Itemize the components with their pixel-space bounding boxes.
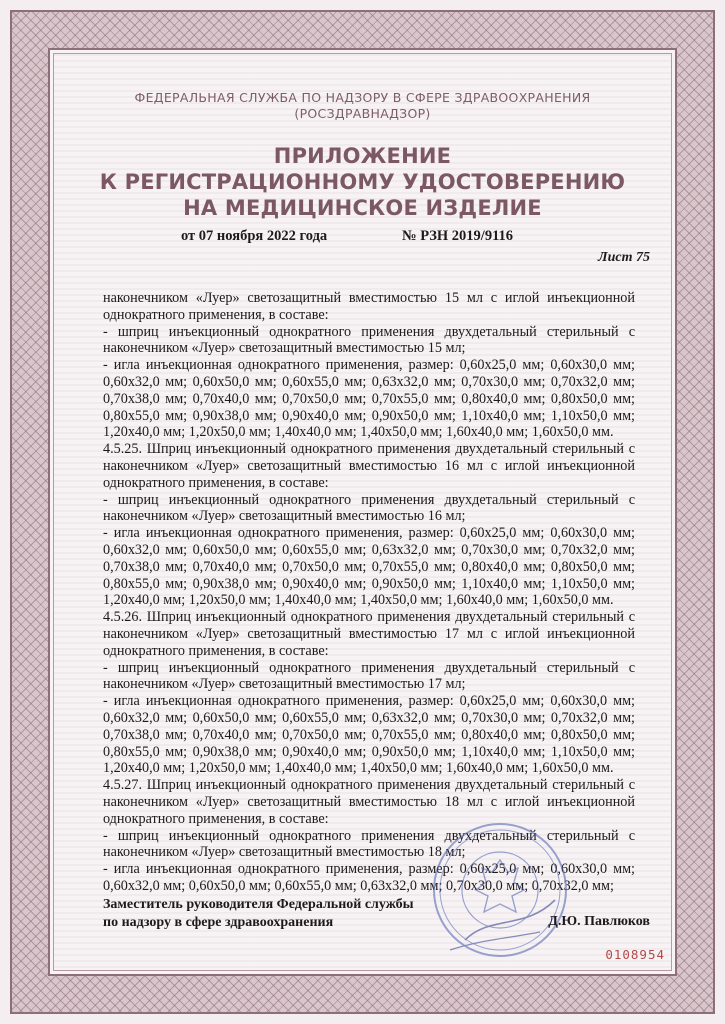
- body-line: 1,20x40,0 мм; 1,20x50,0 мм; 1,40x40,0 мм; 1,40x50,0 мм; 1,60x40,0 мм; 1,60x50,0 мм.: [103, 424, 614, 441]
- body-line: 0,70x38,0 мм; 0,70x40,0 мм; 0,70x50,0 мм; 0,70x55,0 мм; 0,80x40,0 мм; 0,80x50,0 мм;: [103, 726, 635, 743]
- body-line: наконечником «Луер» светозащитный вместимостью 17 мл с иглой инъекционной: [103, 625, 635, 642]
- body-line: однократного применения, в составе:: [103, 810, 329, 827]
- body-line: 0,60x32,0 мм; 0,60x50,0 мм; 0,60x55,0 мм; 0,63x32,0 мм; 0,70x30,0 мм; 0,70x32,0 мм;: [103, 373, 635, 390]
- body-line: - шприц инъекционный однократного применения двухдетальный стерильный с: [103, 323, 635, 340]
- sheet-number: Лист 75: [598, 250, 650, 265]
- body-line: - игла инъекционная однократного применения, размер: 0,60x25,0 мм; 0,60x30,0 мм;: [103, 693, 635, 710]
- signer-name: Д.Ю. Павлюков: [548, 914, 650, 929]
- agency-name: ФЕДЕРАЛЬНАЯ СЛУЖБА ПО НАДЗОРУ В СФЕРЕ ЗДРАВООХРАНЕНИЯ: [134, 90, 591, 105]
- body-line: 0,60x32,0 мм; 0,60x50,0 мм; 0,60x55,0 мм; 0,63x32,0 мм; 0,70x30,0 мм; 0,70x32,0 мм;: [103, 709, 635, 726]
- body-line: 0,60x32,0 мм; 0,60x50,0 мм; 0,60x55,0 мм; 0,63x32,0 мм; 0,70x30,0 мм; 0,70x32,0 мм;: [103, 541, 635, 558]
- body-line: однократного применения, в составе:: [103, 642, 329, 659]
- document-body: [103, 290, 635, 895]
- body-line: наконечником «Луер» светозащитный вместимостью 15 мл с иглой инъекционной: [103, 290, 635, 306]
- body-line: - игла инъекционная однократного применения, размер: 0,60x25,0 мм; 0,60x30,0 мм;: [103, 357, 635, 374]
- body-line: 0,80x55,0 мм; 0,90x38,0 мм; 0,90x40,0 мм; 0,90x50,0 мм; 1,10x40,0 мм; 1,10x50,0 мм;: [103, 743, 635, 760]
- registration-number: № РЗН 2019/9116: [402, 228, 514, 244]
- document-title: ПРИЛОЖЕНИЕ: [273, 144, 452, 168]
- document-subtitle-1: К РЕГИСТРАЦИОННОМУ УДОСТОВЕРЕНИЮ: [99, 170, 626, 194]
- signer-position: [103, 896, 414, 932]
- body-line: наконечником «Луер» светозащитный вместимостью 18 мл с иглой инъекционной: [103, 793, 635, 810]
- body-line: - игла инъекционная однократного применения, размер: 0,60x25,0 мм; 0,60x30,0 мм;: [103, 525, 635, 542]
- body-line: 0,80x55,0 мм; 0,90x38,0 мм; 0,90x40,0 мм; 0,90x50,0 мм; 1,10x40,0 мм; 1,10x50,0 мм;: [103, 407, 635, 424]
- body-line: 0,80x55,0 мм; 0,90x38,0 мм; 0,90x40,0 мм; 0,90x50,0 мм; 1,10x40,0 мм; 1,10x50,0 мм;: [103, 575, 635, 592]
- document-subtitle-2: НА МЕДИЦИНСКОЕ ИЗДЕЛИЕ: [183, 196, 542, 220]
- agency-abbreviation: (РОСЗДРАВНАДЗОР): [294, 106, 431, 121]
- body-line: наконечником «Луер» светозащитный вместимостью 16 мл;: [103, 508, 466, 525]
- body-line: наконечником «Луер» светозащитный вместимостью 17 мл;: [103, 676, 466, 693]
- body-line: - игла инъекционная однократного применения, размер: 0,60x25,0 мм; 0,60x30,0 мм;: [103, 861, 635, 878]
- body-line: 1,20x40,0 мм; 1,20x50,0 мм; 1,40x40,0 мм; 1,40x50,0 мм; 1,60x40,0 мм; 1,60x50,0 мм.: [103, 592, 614, 609]
- body-line: однократного применения, в составе:: [103, 306, 329, 323]
- registration-date: от 07 ноября 2022 года: [181, 228, 328, 244]
- body-line: - шприц инъекционный однократного применения двухдетальный стерильный с: [103, 827, 635, 844]
- body-line: - шприц инъекционный однократного применения двухдетальный стерильный с: [103, 491, 635, 508]
- body-line: 0,70x38,0 мм; 0,70x40,0 мм; 0,70x50,0 мм; 0,70x55,0 мм; 0,80x40,0 мм; 0,80x50,0 мм;: [103, 390, 635, 407]
- body-line: наконечником «Луер» светозащитный вместимостью 16 мл с иглой инъекционной: [103, 457, 635, 474]
- body-line: наконечником «Луер» светозащитный вместимостью 15 мл;: [103, 340, 466, 357]
- body-line: наконечником «Луер» светозащитный вместимостью 18 мл;: [103, 844, 466, 861]
- body-line: - шприц инъекционный однократного применения двухдетальный стерильный с: [103, 659, 635, 676]
- body-line: 4.5.25. Шприц инъекционный однократного применения двухдетальный стерильный с: [103, 441, 635, 458]
- signer-position-line1: Заместитель руководителя Федеральной службы: [103, 897, 414, 912]
- body-line: 0,60x32,0 мм; 0,60x50,0 мм; 0,60x55,0 мм; 0,63x32,0 мм; 0,70x30,0 мм; 0,70x32,0 мм;: [103, 877, 614, 894]
- official-seal: [430, 820, 570, 960]
- body-line: 0,70x38,0 мм; 0,70x40,0 мм; 0,70x50,0 мм; 0,70x55,0 мм; 0,80x40,0 мм; 0,80x50,0 мм;: [103, 558, 635, 575]
- body-line: 4.5.27. Шприц инъекционный однократного применения двухдетальный стерильный с: [103, 777, 635, 794]
- signer-position-line2: по надзору в сфере здравоохранения: [103, 915, 334, 930]
- form-serial-number: 0108954: [605, 947, 665, 962]
- body-line: 4.5.26. Шприц инъекционный однократного применения двухдетальный стерильный с: [103, 609, 635, 626]
- body-line: 1,20x40,0 мм; 1,20x50,0 мм; 1,40x40,0 мм; 1,40x50,0 мм; 1,60x40,0 мм; 1,60x50,0 мм.: [103, 760, 614, 777]
- body-line: однократного применения, в составе:: [103, 474, 329, 491]
